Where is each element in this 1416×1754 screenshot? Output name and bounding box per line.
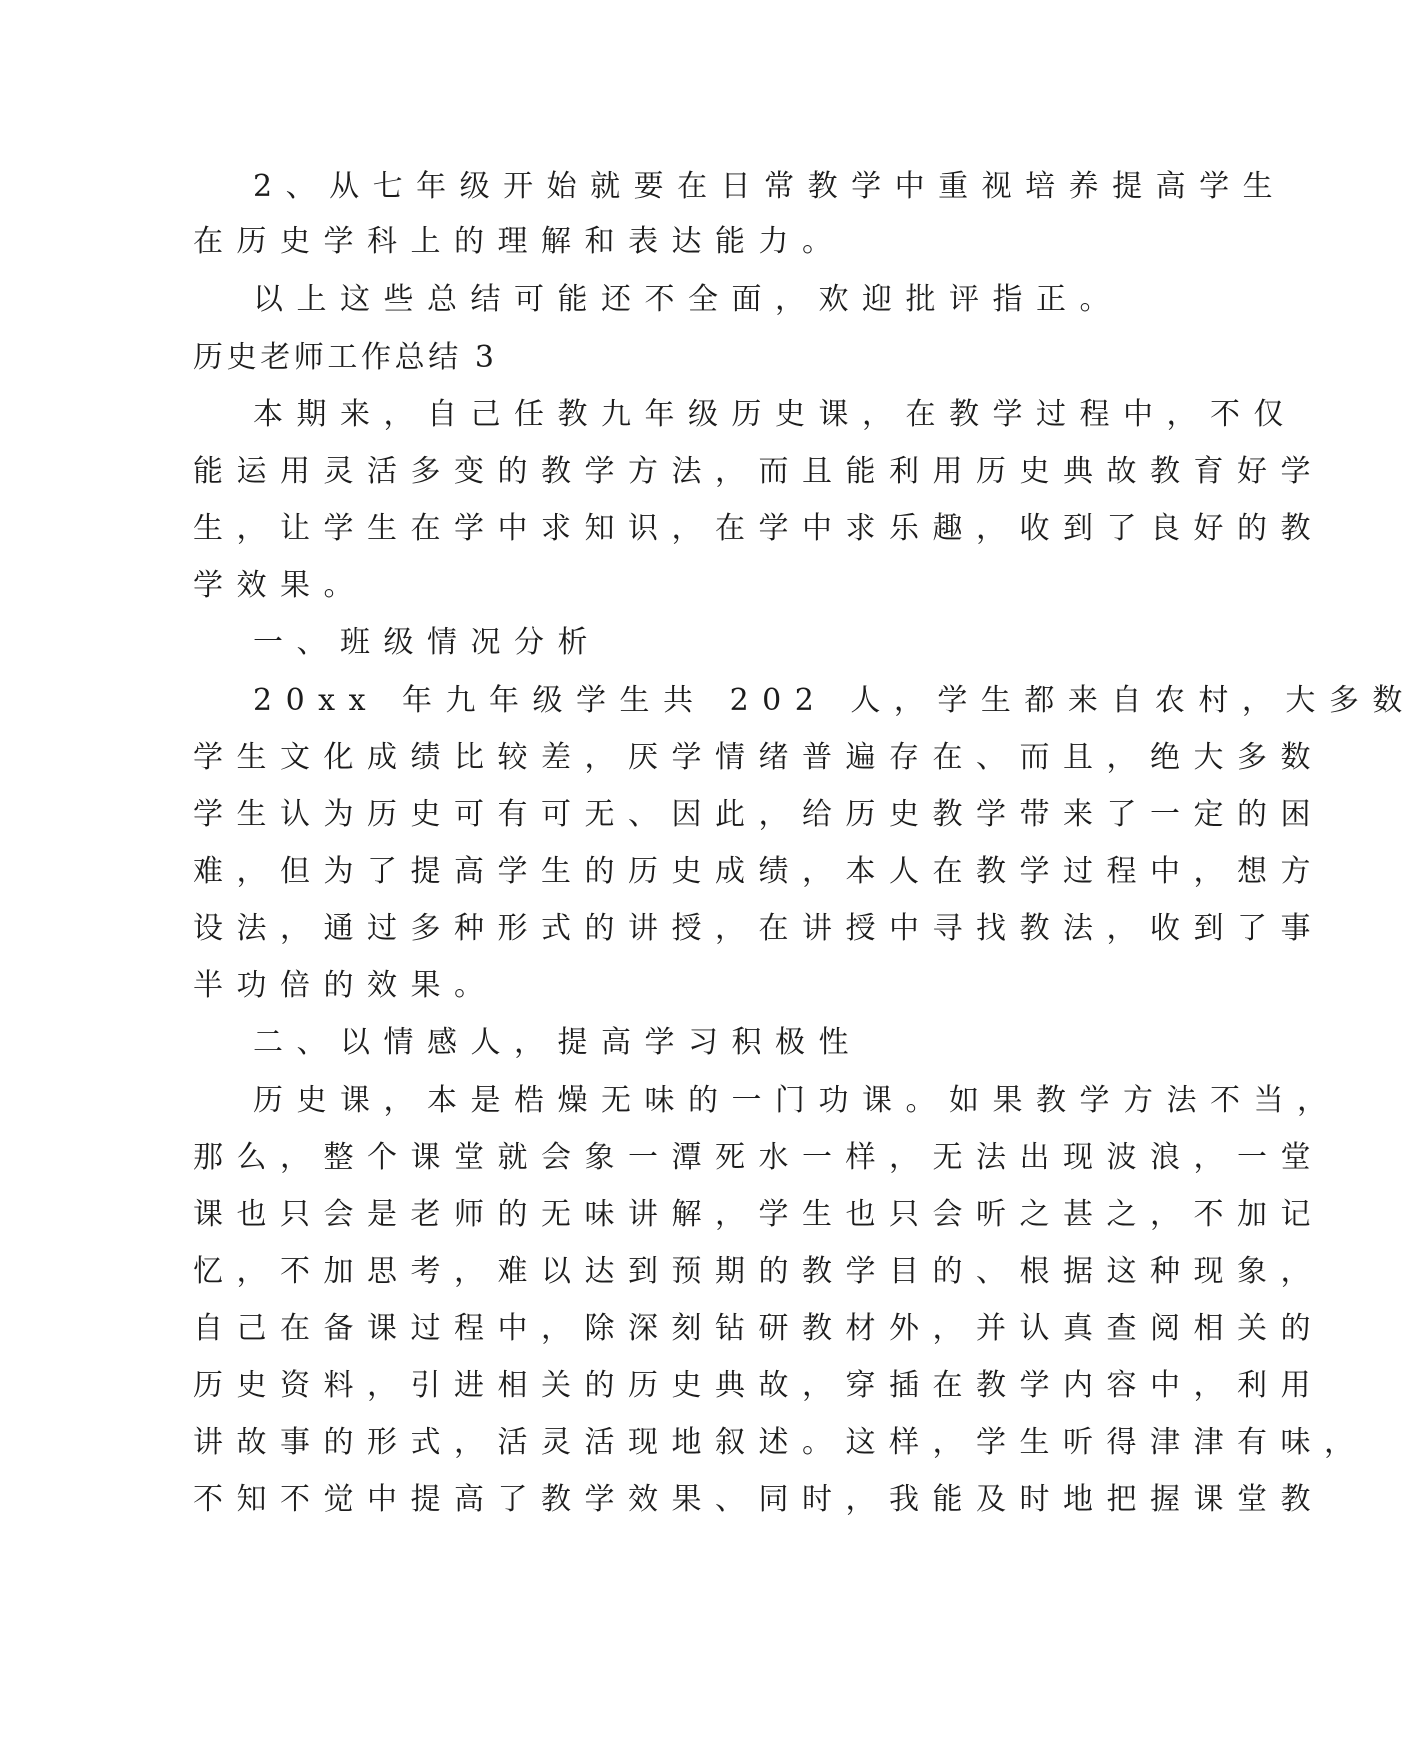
- text-line: 学生认为历史可有可无、因此，给历史教学带来了一定的困: [193, 797, 1324, 832]
- subheading: 一、班级情况分析: [253, 625, 601, 660]
- text-line: 以上这些总结可能还不全面，欢迎批评指正。: [253, 282, 1123, 317]
- text-line: 在历史学科上的理解和表达能力。: [193, 224, 846, 259]
- text-line: 历史资料，引进相关的历史典故，穿插在教学内容中，利用: [193, 1368, 1324, 1403]
- text-line: 学生文化成绩比较差，厌学情绪普遍存在、而且，绝大多数: [193, 740, 1324, 775]
- text-line: 课也只会是老师的无味讲解，学生也只会听之甚之，不加记: [193, 1197, 1324, 1232]
- text-line: 20xx 年九年级学生共 202 人，学生都来自农村，大多数: [253, 683, 1416, 718]
- text-line: 讲故事的形式，活灵活现地叙述。这样，学生听得津津有味，: [193, 1425, 1368, 1460]
- text-line: 那么，整个课堂就会象一潭死水一样，无法出现波浪，一堂: [193, 1140, 1324, 1175]
- text-line: 历史课，本是梏燥无味的一门功课。如果教学方法不当，: [253, 1083, 1341, 1118]
- text-line: 半功倍的效果。: [193, 968, 498, 1003]
- text-line: 设法，通过多种形式的讲授，在讲授中寻找教法，收到了事: [193, 911, 1324, 946]
- text-line: 学效果。: [193, 568, 367, 603]
- text-line: 能运用灵活多变的教学方法，而且能利用历史典故教育好学: [193, 454, 1324, 489]
- text-line: 不知不觉中提高了教学效果、同时，我能及时地把握课堂教: [193, 1482, 1324, 1517]
- text-line: 本期来，自己任教九年级历史课，在教学过程中，不仅: [253, 397, 1297, 432]
- text-line: 忆，不加思考，难以达到预期的教学目的、根据这种现象，: [193, 1254, 1324, 1289]
- text-line: 2、从七年级开始就要在日常教学中重视培养提高学生: [253, 169, 1287, 204]
- section-heading: 历史老师工作总结 3: [193, 340, 498, 375]
- text-line: 生，让学生在学中求知识，在学中求乐趣，收到了良好的教: [193, 511, 1324, 546]
- text-line: 自己在备课过程中，除深刻钻研教材外，并认真查阅相关的: [193, 1311, 1324, 1346]
- subheading: 二、以情感人，提高学习积极性: [253, 1025, 862, 1060]
- text-line: 难，但为了提高学生的历史成绩，本人在教学过程中，想方: [193, 854, 1324, 889]
